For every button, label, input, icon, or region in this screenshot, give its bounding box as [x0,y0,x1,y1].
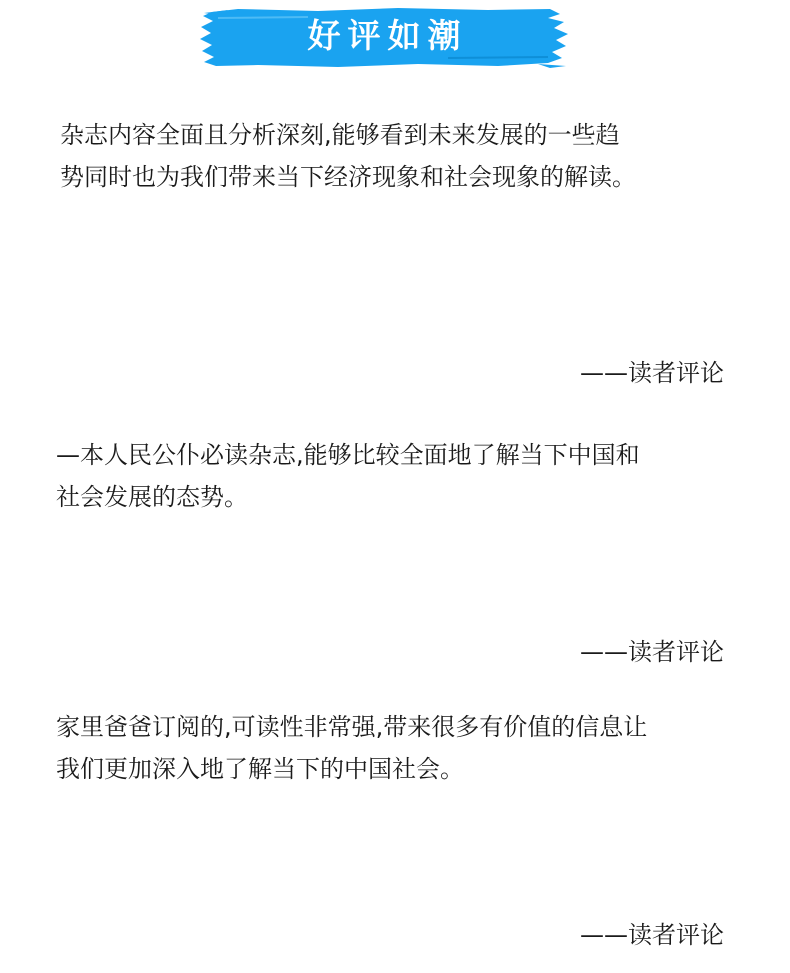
review-line: —本人民公仆必读杂志,能够比较全面地了解当下中国和 [56,441,640,469]
review-text [56,706,647,790]
review-text [60,114,636,198]
review-attribution: ——读者评论 [580,638,724,666]
review-attribution: ——读者评论 [580,921,724,949]
header-banner [198,6,570,70]
review-line: 家里爸爸订阅的,可读性非常强,带来很多有价值的信息让 [56,713,648,741]
review-text [56,434,640,518]
review-line: 我们更加深入地了解当下的中国社会。 [56,755,464,783]
page-title: 好评如潮 [307,16,468,55]
review-line: 社会发展的态势。 [56,483,248,511]
review-line: 势同时也为我们带来当下经济现象和社会现象的解读。 [60,163,636,191]
review-attribution: ——读者评论 [580,359,724,387]
review-line: 杂志内容全面且分析深刻,能够看到未来发展的一些趋 [60,121,620,149]
